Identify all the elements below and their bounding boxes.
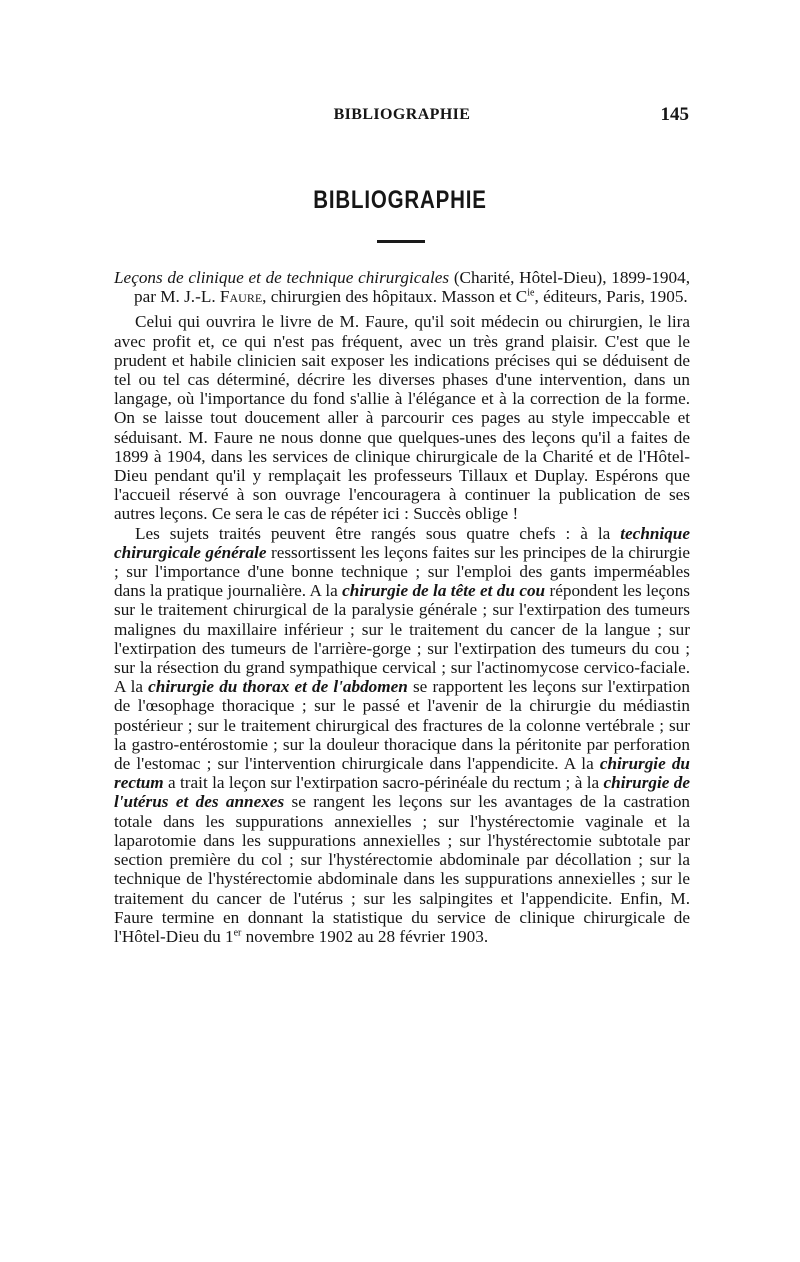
p2-text-3: répondent les leçons sur le traitement chirurgical de la paralysie générale ; sur l'extirpation des tumeurs malignes du maxillaire inférieur ; sur le traitement du cancer de la langue ; sur l'extirpation des tumeurs de l'arrière-gorge ; sur l'extirpation des tumeurs du cou ; sur la résection du grand sympathique cervical ; sur l'actinomycose cervico-faciale. A la	[114, 581, 690, 697]
review-paragraph-1: Celui qui ouvrira le livre de M. Faure, qu'il soit médecin ou chirurgien, le lira avec profit et, ce qui n'est pas fréquent, avec un très grand plaisir. C'est que le prudent et habile clinicien sait exposer les indications précises qui se déduisent de tel ou tel cas déterminé, décrire les diverses phases d'une intervention, dans un langage, où l'importance du fond s'allie à l'élégance et à la correction de la forme. On se laisse tout doucement aller à parcourir ces pages au style impeccable et séduisant. M. Faure ne nous donne que quelques-unes des leçons qu'il a faites de 1899 à 1904, dans les services de clinique chirurgicale de la Charité et de l'Hôtel-Dieu pendant qu'il y remplaçait les professeurs Tillaux et Duplay. Espérons que l'accueil réservé à son ouvrage l'encouragera à continuer la publication de ses autres leçons. Ce sera le cas de répéter ici : Succès oblige !	[114, 312, 690, 524]
title-rule	[377, 240, 425, 243]
p2-text-5: a trait la leçon sur l'extirpation sacro-périnéale du rectum ; à la	[163, 773, 604, 793]
book-review	[114, 268, 690, 946]
running-title: BIBLIOGRAPHIE	[333, 106, 471, 123]
citation-publisher: , éditeurs, Paris, 1905.	[534, 287, 688, 307]
p2-text-2: ressortissent les leçons faites sur les principes de la chirurgie ; sur l'importance d'une bonne technique ; sur l'emploi des gants imperméables dans la pratique journalière. A la	[114, 542, 690, 601]
topic-head-neck: chirurgie de la tête et du cou	[342, 581, 546, 601]
topic-general-surgery: technique chirurgicale générale	[114, 523, 690, 562]
citation-places: (Charité, Hôtel-Dieu), 1899-1904, par M. J.-L.	[134, 268, 690, 307]
er-superscript: er	[233, 927, 242, 939]
topic-rectum: chirurgie du rectum	[114, 754, 690, 793]
topic-uterus-annexes: chirurgie de l'utérus et des annexes	[114, 773, 690, 812]
p2-text-4: se rapportent les leçons sur l'extirpation de l'œsophage thoracique ; sur le passé et l'avenir de la chirurgie du médiastin postérieur ; sur le traitement chirurgical des fractures de la colonne vertébrale ; sur la gastro-entérostomie ; sur la douleur thoracique dans la péritonite par perforation de l'estomac ; sur l'intervention chirurgicale dans l'appendicite. A la	[114, 677, 690, 774]
review-paragraph-2	[114, 524, 690, 946]
citation-author-role: , chirurgien des hôpitaux. Masson et C	[262, 287, 528, 307]
citation-cie-superscript: ie	[527, 287, 535, 299]
p2-text-6: se rangent les leçons sur les avantages de la castration totale dans les suppurations annexielles ; sur l'hystérectomie vaginale et la laparotomie dans les suppurations annexielles ; sur l'hystérectomie subtotale par section première du col ; sur l'hystérectomie abdominale par décollation ; sur la technique de l'hystérectomie abdominale dans les suppurations annexielles ; sur le traitement du cancer de l'utérus ; sur les salpingites et l'appendicite. Enfin, M. Faure termine en donnant la statistique du service de clinique chirurgicale de l'Hôtel-Dieu du 1	[114, 792, 691, 946]
main-title: BIBLIOGRAPHIE	[313, 186, 487, 214]
running-head	[115, 106, 689, 136]
p2-text-1: Les sujets traités peuvent être rangés sous quatre chefs : à la	[135, 523, 621, 543]
citation-author-surname: Faure	[219, 287, 263, 307]
topic-thorax-abdomen: chirurgie du thorax et de l'abdomen	[148, 677, 408, 697]
book-citation	[114, 268, 690, 306]
p2-text-7: novembre 1902 au 28 février 1903.	[241, 926, 489, 946]
book-title: Leçons de clinique et de technique chirurgicales	[114, 268, 450, 287]
page-number: 145	[660, 104, 689, 125]
